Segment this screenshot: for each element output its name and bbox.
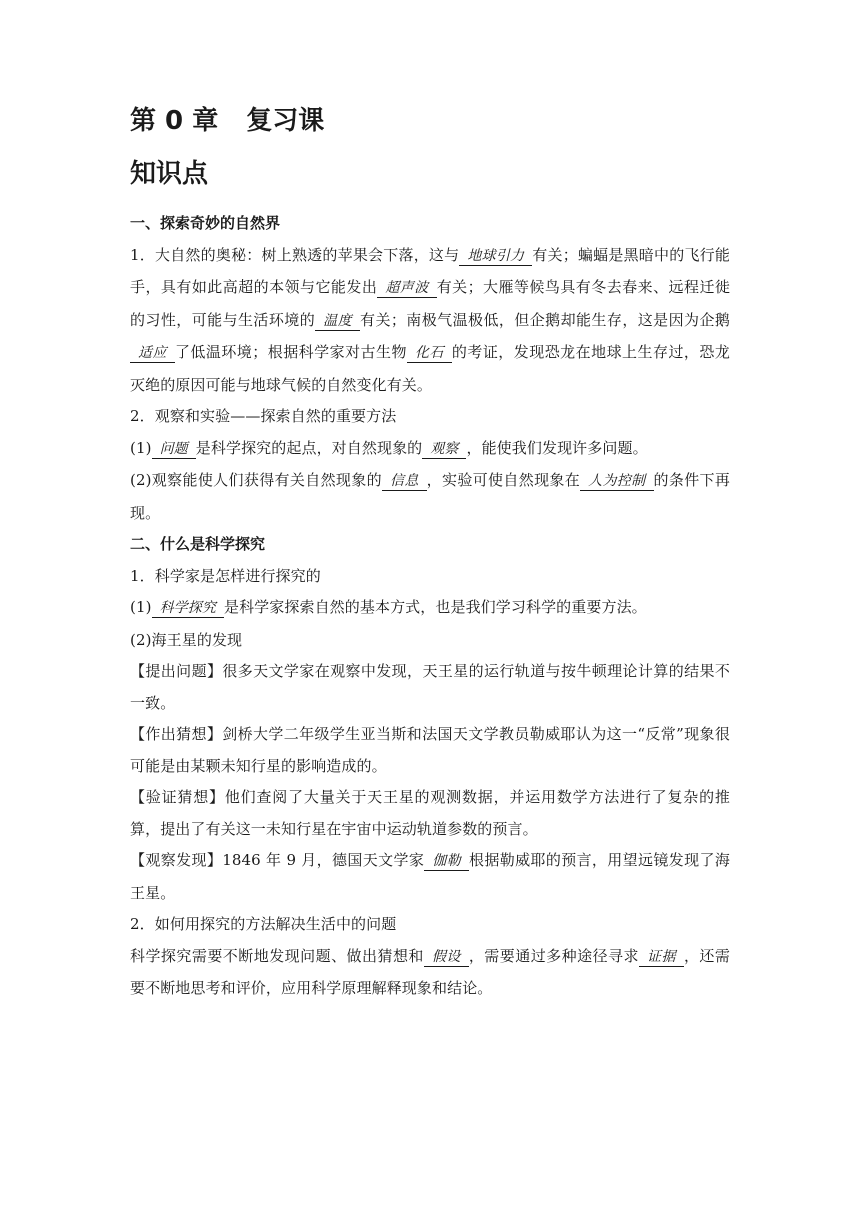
answer-blank: 证据	[639, 949, 684, 967]
section-1-item-1: 1．大自然的奥秘：树上熟透的苹果会下落，这与 地球引力 有关；蝙蝠是黑暗中的飞行能手，具有如此高超的本领与它能发出 超声波 有关；大雁等候鸟具有冬去春来、远程迁徙的习性，可能与生活环境的 温度 有关；南极气温极低，但企鹅却能生存，这是因为企鹅适应 了低温环境；根据科学家对古生物 化石 的考证，发现恐龙在地球上生存过，恐龙灭绝的原因可能与地球气候的自然变化有关。	[130, 245, 730, 394]
step-raise-question: 【提出问题】很多天文学家在观察中发现，天王星的运行轨道与按牛顿理论计算的结果不一致。	[130, 662, 730, 712]
section-2-item-2: 科学探究需要不断地发现问题、做出猜想和 假设 ，需要通过多种途径寻求 证据 ，还需要不断地思考和评价，应用科学原理解释现象和结论。	[130, 946, 730, 997]
section-1-item-2-2: (2)观察能使人们获得有关自然现象的 信息 ，实验可使自然现象在 人为控制 的条件下再现。	[130, 471, 730, 522]
chapter-title	[130, 100, 730, 142]
section-1-item-2-heading: 2．观察和实验——探索自然的重要方法	[130, 407, 397, 425]
step-observe-discover: 【观察发现】1846 年 9 月，德国天文学家 伽勒 根据勒威耶的预言，用望远镜发现了海王星。	[130, 851, 731, 902]
page-content	[130, 100, 730, 1005]
chapter-name: 复习课	[246, 106, 325, 136]
step-make-hypothesis: 【作出猜想】剑桥大学二年级学生亚当斯和法国天文学教员勒威耶认为这一“反常”现象很可能是由某颗未知行星的影响造成的。	[130, 725, 730, 775]
answer-blank: 温度	[315, 313, 360, 331]
knowledge-heading: 知识点	[130, 159, 209, 189]
chapter-number: 第 0 章	[130, 106, 219, 136]
answer-blank: 地球引力	[459, 248, 532, 266]
answer-blank: 科学探究	[152, 600, 224, 618]
section-1-item-2-1: (1) 问题 是科学探究的起点，对自然现象的 观察 ，能使我们发现许多问题。	[130, 438, 648, 457]
answer-blank: 人为控制	[580, 473, 653, 491]
answer-blank: 伽勒	[424, 853, 469, 871]
answer-blank: 信息	[382, 473, 427, 491]
answer-blank: 适应	[130, 345, 175, 363]
section-2-item-2-heading: 2．如何用探究的方法解决生活中的问题	[130, 915, 397, 933]
answer-blank: 化石	[407, 345, 452, 363]
answer-blank: 观察	[422, 441, 466, 459]
section-2-item-1-2: (2)海王星的发现	[130, 630, 243, 649]
section-1-heading: 一、探索奇妙的自然界	[130, 214, 281, 232]
answer-blank: 问题	[152, 441, 196, 459]
section-2-heading: 二、什么是科学探究	[130, 535, 266, 553]
step-verify-hypothesis: 【验证猜想】他们查阅了大量关于天王星的观测数据，并运用数学方法进行了复杂的推算，提出了有关这一未知行星在宇宙中运动轨道参数的预言。	[130, 788, 731, 838]
section-2-item-1-1: (1) 科学探究 是科学家探索自然的基本方式，也是我们学习科学的重要方法。	[130, 598, 647, 616]
section-2-item-1-heading: 1．科学家是怎样进行探究的	[130, 566, 321, 585]
answer-blank: 超声波	[377, 280, 436, 298]
answer-blank: 假设	[424, 949, 469, 967]
